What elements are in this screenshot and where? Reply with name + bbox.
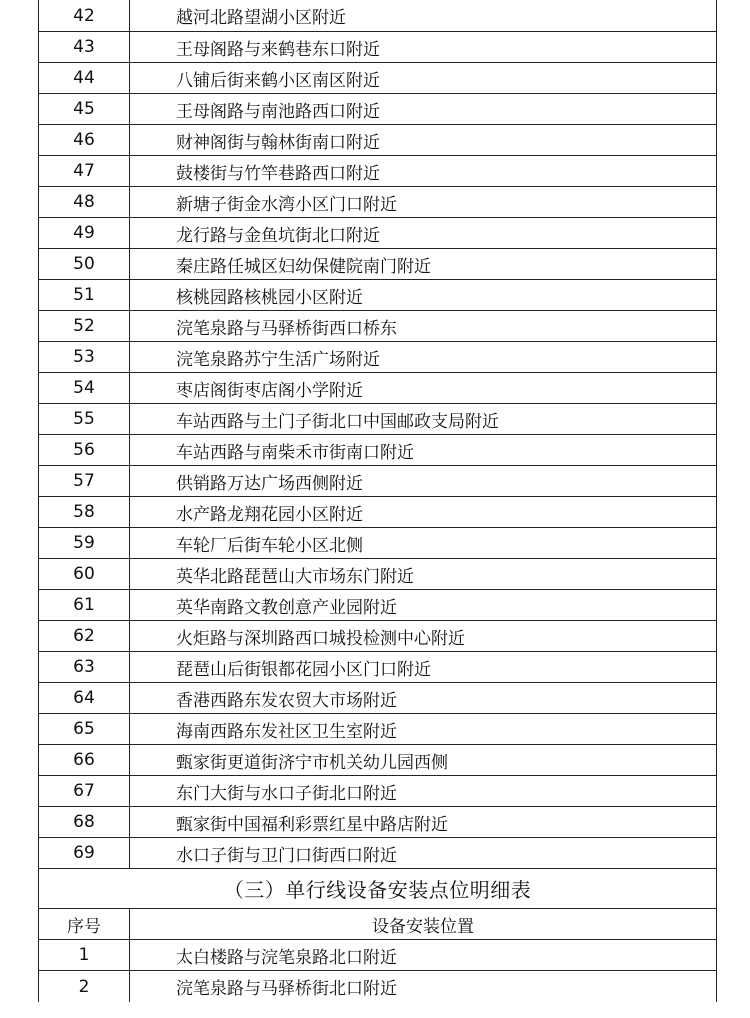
serial-number-cell: 1 xyxy=(39,940,130,970)
serial-number-cell: 42 xyxy=(39,0,130,31)
table-row xyxy=(39,971,716,1002)
serial-number-cell: 59 xyxy=(39,528,130,558)
location-cell: 浣笔泉路苏宁生活广场附近 xyxy=(176,349,380,370)
serial-number-cell: 66 xyxy=(39,745,130,775)
table-row xyxy=(39,466,716,497)
location-cell: 鼓楼街与竹竿巷路西口附近 xyxy=(176,163,380,184)
table-row xyxy=(39,342,716,373)
location-cell: 琵琶山后街银都花园小区门口附近 xyxy=(176,659,431,680)
serial-number-cell: 60 xyxy=(39,559,130,589)
serial-number-cell: 64 xyxy=(39,683,130,713)
serial-number-cell: 67 xyxy=(39,776,130,806)
table-row xyxy=(39,280,716,311)
table-row xyxy=(39,497,716,528)
table-row xyxy=(39,559,716,590)
location-cell: 英华北路琵琶山大市场东门附近 xyxy=(176,566,414,587)
serial-number-cell: 68 xyxy=(39,807,130,837)
serial-number-cell: 55 xyxy=(39,404,130,434)
location-cell: 浣笔泉路与马驿桥街西口桥东 xyxy=(176,318,397,339)
serial-number-cell: 61 xyxy=(39,590,130,620)
table-row xyxy=(39,776,716,807)
location-cell: 王母阁路与来鹤巷东口附近 xyxy=(176,39,380,60)
serial-number-cell: 52 xyxy=(39,311,130,341)
header-serial-number: 序号 xyxy=(39,909,130,939)
table-row xyxy=(39,714,716,745)
location-cell: 车站西路与土门子街北口中国邮政支局附近 xyxy=(176,411,499,432)
table-row xyxy=(39,0,716,32)
location-cell: 车轮厂后街车轮小区北侧 xyxy=(176,535,363,556)
location-cell: 东门大街与水口子街北口附近 xyxy=(176,783,397,804)
table-row xyxy=(39,590,716,621)
location-cell: 供销路万达广场西侧附近 xyxy=(176,473,363,494)
serial-number-cell: 53 xyxy=(39,342,130,372)
serial-number-cell: 49 xyxy=(39,218,130,248)
serial-number-cell: 56 xyxy=(39,435,130,465)
table-row xyxy=(39,528,716,559)
table-row xyxy=(39,218,716,249)
serial-number-cell: 69 xyxy=(39,838,130,868)
header-install-location: 设备安装位置 xyxy=(372,916,474,937)
location-cell: 核桃园路核桃园小区附近 xyxy=(176,287,363,308)
location-cell: 甄家街中国福利彩票红星中路店附近 xyxy=(176,814,448,835)
rows-group-main xyxy=(39,0,716,869)
table-row xyxy=(39,404,716,435)
table-row xyxy=(39,807,716,838)
serial-number-cell: 51 xyxy=(39,280,130,310)
serial-number-cell: 48 xyxy=(39,187,130,217)
table-row xyxy=(39,435,716,466)
serial-number-cell: 50 xyxy=(39,249,130,279)
location-cell: 八铺后街来鹤小区南区附近 xyxy=(176,70,380,91)
serial-number-cell: 44 xyxy=(39,63,130,93)
serial-number-cell: 2 xyxy=(39,971,130,1002)
table-row xyxy=(39,683,716,714)
section-title: （三）单行线设备安装点位明细表 xyxy=(39,869,716,909)
table-row xyxy=(39,63,716,94)
location-cell: 水产路龙翔花园小区附近 xyxy=(176,504,363,525)
table-header-row xyxy=(39,909,716,940)
serial-number-cell: 58 xyxy=(39,497,130,527)
serial-number-cell: 57 xyxy=(39,466,130,496)
location-cell: 车站西路与南柴禾市街南口附近 xyxy=(176,442,414,463)
location-cell: 新塘子街金水湾小区门口附近 xyxy=(176,194,397,215)
equipment-location-table xyxy=(38,0,717,1002)
table-row xyxy=(39,621,716,652)
location-cell: 水口子街与卫门口街西口附近 xyxy=(176,845,397,866)
table-row xyxy=(39,940,716,971)
location-cell: 太白楼路与浣笔泉路北口附近 xyxy=(176,947,397,968)
serial-number-cell: 63 xyxy=(39,652,130,682)
serial-number-cell: 62 xyxy=(39,621,130,651)
table-row xyxy=(39,249,716,280)
location-cell: 财神阁街与翰林街南口附近 xyxy=(176,132,380,153)
serial-number-cell: 54 xyxy=(39,373,130,403)
table-row xyxy=(39,125,716,156)
location-cell: 枣店阁街枣店阁小学附近 xyxy=(176,380,363,401)
location-cell: 浣笔泉路与马驿桥街北口附近 xyxy=(176,979,397,999)
location-cell: 龙行路与金鱼坑街北口附近 xyxy=(176,225,380,246)
table-row xyxy=(39,94,716,125)
location-cell: 越河北路望湖小区附近 xyxy=(176,8,346,28)
rows-group-one-way xyxy=(39,940,716,1002)
serial-number-cell: 65 xyxy=(39,714,130,744)
serial-number-cell: 45 xyxy=(39,94,130,124)
location-cell: 英华南路文教创意产业园附近 xyxy=(176,597,397,618)
table-row xyxy=(39,32,716,63)
table-row xyxy=(39,373,716,404)
location-cell: 王母阁路与南池路西口附近 xyxy=(176,101,380,122)
location-cell: 海南西路东发社区卫生室附近 xyxy=(176,721,397,742)
location-cell: 香港西路东发农贸大市场附近 xyxy=(176,690,397,711)
table-row xyxy=(39,652,716,683)
serial-number-cell: 43 xyxy=(39,32,130,62)
table-row xyxy=(39,156,716,187)
table-row xyxy=(39,838,716,869)
serial-number-cell: 46 xyxy=(39,125,130,155)
location-cell: 秦庄路任城区妇幼保健院南门附近 xyxy=(176,256,431,277)
serial-number-cell: 47 xyxy=(39,156,130,186)
location-cell: 火炬路与深圳路西口城投检测中心附近 xyxy=(176,628,465,649)
table-row xyxy=(39,311,716,342)
table-row xyxy=(39,187,716,218)
location-cell: 甄家街更道街济宁市机关幼儿园西侧 xyxy=(176,752,448,773)
table-row xyxy=(39,745,716,776)
